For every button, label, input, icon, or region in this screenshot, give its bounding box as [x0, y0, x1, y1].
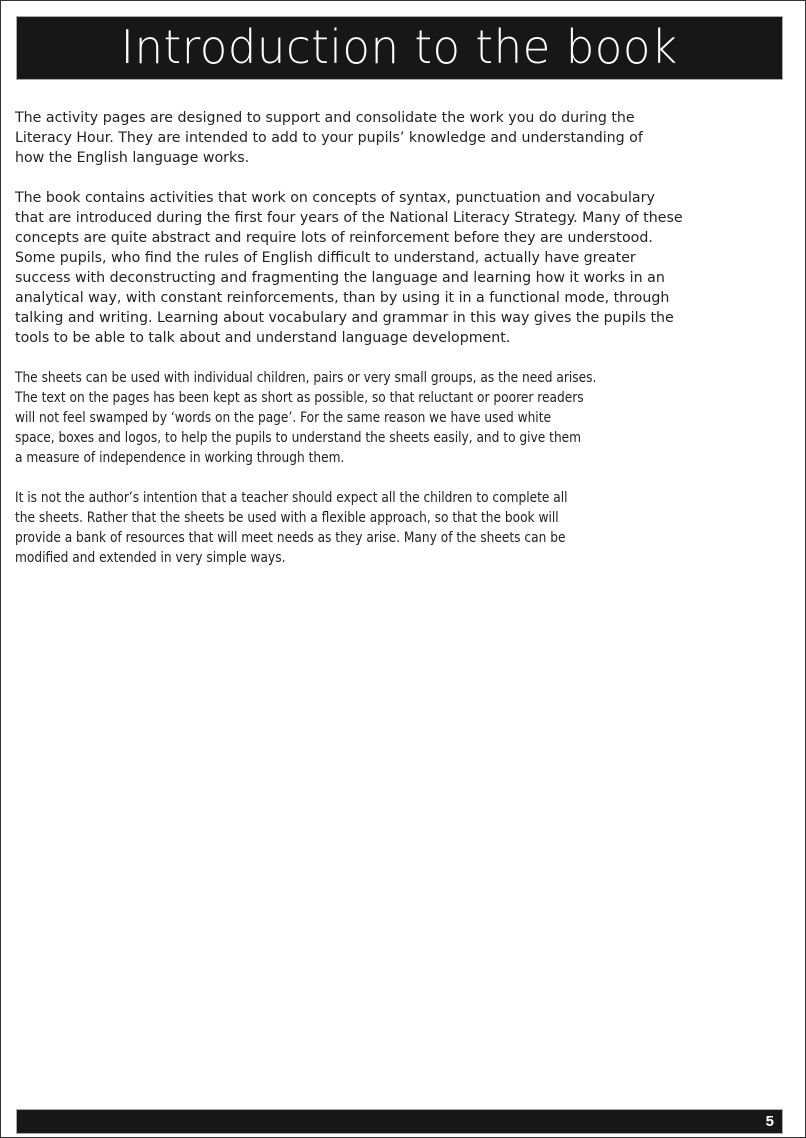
paragraph-2 — [15, 188, 795, 348]
text-line: the sheets. Rather that the sheets be used with a flexible approach, so that the book will — [15, 510, 559, 526]
text-line: that are introduced during the first four years of the National Literacy Strategy. Many of these — [15, 210, 683, 226]
footer-banner — [16, 1109, 783, 1134]
text-line: analytical way, with constant reinforcements, than by using it in a functional mode, through — [15, 290, 670, 306]
page-number: 5 — [765, 1113, 774, 1130]
text-line: success with deconstructing and fragmenting the language and learning how it works in an — [15, 270, 665, 286]
text-line: The sheets can be used with individual children, pairs or very small groups, as the need arises. — [15, 370, 597, 386]
text-line: It is not the author’s intention that a teacher should expect all the children to complete all — [15, 490, 568, 506]
text-line: Some pupils, who find the rules of English difficult to understand, actually have greater — [15, 250, 636, 266]
paragraph-3 — [15, 368, 795, 468]
text-line: provide a bank of resources that will meet needs as they arise. Many of the sheets can be — [15, 530, 566, 546]
paragraph-1 — [15, 108, 795, 168]
text-line: The book contains activities that work on concepts of syntax, punctuation and vocabulary — [15, 190, 655, 206]
text-line: modified and extended in very simple ways. — [15, 550, 286, 566]
body-text — [15, 108, 795, 588]
text-line: The text on the pages has been kept as short as possible, so that reluctant or poorer readers — [15, 390, 584, 406]
text-line: a measure of independence in working through them. — [15, 450, 345, 466]
text-line: talking and writing. Learning about vocabulary and grammar in this way gives the pupils the — [15, 310, 674, 326]
text-line: The activity pages are designed to support and consolidate the work you do during the — [15, 110, 635, 126]
text-line: tools to be able to talk about and understand language development. — [15, 330, 511, 346]
text-line: will not feel swamped by ‘words on the page’. For the same reason we have used white — [15, 410, 551, 426]
text-line: space, boxes and logos, to help the pupils to understand the sheets easily, and to give them — [15, 430, 582, 446]
page-title: Introduction to the book — [121, 20, 678, 74]
text-line: concepts are quite abstract and require lots of reinforcement before they are understood. — [15, 230, 653, 246]
paragraph-4 — [15, 488, 795, 568]
text-line: Literacy Hour. They are intended to add to your pupils’ knowledge and understanding of — [15, 130, 643, 146]
text-line: how the English language works. — [15, 150, 250, 166]
title-banner — [16, 16, 783, 80]
